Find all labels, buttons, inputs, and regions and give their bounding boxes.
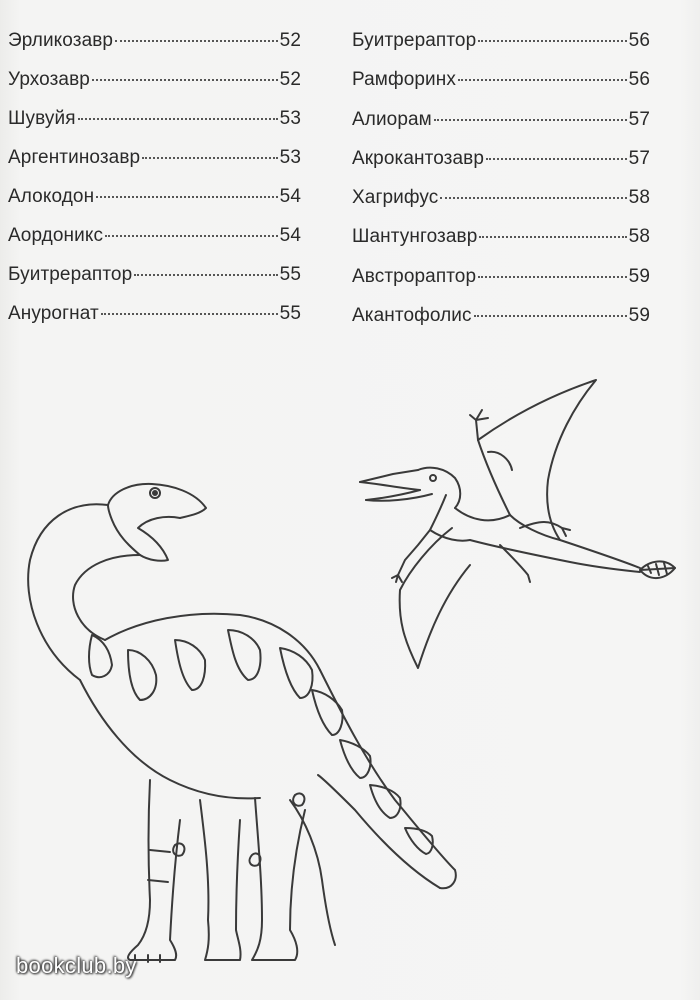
pterosaur-illustration xyxy=(360,380,675,668)
toc-entry-name: Рамфоринх xyxy=(352,69,456,91)
toc-entry-page: 59 xyxy=(628,305,650,327)
toc-entry-name: Алокодон xyxy=(8,186,95,207)
toc-entry-page: 58 xyxy=(628,187,650,209)
toc-entry-name: Австрораптор xyxy=(352,265,477,287)
toc-entry-name: Анурогнат xyxy=(8,303,99,324)
toc-entry-page: 54 xyxy=(279,225,301,246)
watermark: bookclub.by xyxy=(16,953,137,978)
toc-entry-page: 53 xyxy=(279,147,301,168)
toc-entry-page: 55 xyxy=(279,303,301,324)
toc-entry-page: 53 xyxy=(279,108,301,129)
toc-entry-name: Эрликозавр xyxy=(8,30,114,51)
toc-entry-name: Аргентинозавр xyxy=(8,147,141,168)
toc-entry-name: Алиорам xyxy=(352,108,432,130)
toc-entry-page: 57 xyxy=(628,108,650,130)
toc-entry-name: Шантунгозавр xyxy=(352,226,478,248)
toc-entry-name: Шувуйя xyxy=(8,108,76,129)
toc-entry-page: 54 xyxy=(279,186,301,207)
toc-entry-page: 56 xyxy=(628,30,650,51)
toc-entry-page: 59 xyxy=(628,265,650,287)
toc-entry-name: Хагрифус xyxy=(352,187,439,209)
toc-entry-name: Урхозавр xyxy=(8,69,90,90)
toc-entry-page: 56 xyxy=(628,69,650,91)
toc-entry-page: 52 xyxy=(279,30,301,51)
toc-entry-name: Акантофолис xyxy=(352,305,472,327)
toc-entry-page: 57 xyxy=(628,147,650,169)
toc-entry-name: Акрокантозавр xyxy=(352,147,484,169)
toc-entry-page: 52 xyxy=(279,69,301,90)
toc-entry-name: Буитрераптор xyxy=(352,30,477,51)
toc-entry-name: Буитрераптор xyxy=(8,264,133,285)
toc-entry-name: Аордоникс xyxy=(8,225,104,246)
toc-entry-page: 58 xyxy=(628,226,650,248)
toc-entry-page: 55 xyxy=(279,264,301,285)
sauropod-illustration xyxy=(28,484,456,962)
